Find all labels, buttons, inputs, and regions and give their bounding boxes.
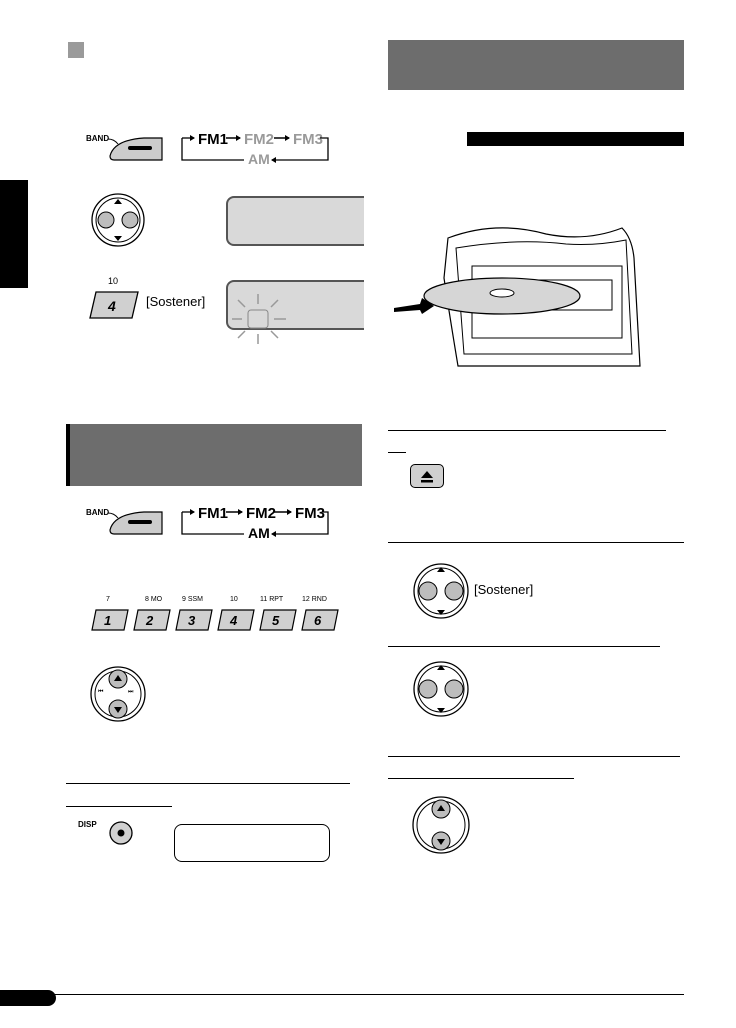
language-side-tab [0,180,28,288]
fm2-label-2: FM2 [246,505,276,522]
page-number-tab [0,990,56,1006]
preset-button-2[interactable] [134,610,170,630]
hold-label-right: [Sostener] [474,582,534,597]
preset-button-5[interactable] [260,610,296,630]
band-diagram-2 [84,500,334,544]
preset-button-row [90,596,340,632]
fm1-label: FM1 [198,131,228,148]
section-header-left [66,424,362,486]
display-box [174,824,330,862]
cd-insert-illustration [386,218,656,370]
divider-line [388,430,666,431]
preset-4-number: 4 [108,298,116,314]
fm3-label-2: FM3 [295,505,325,522]
fm3-label: FM3 [293,131,323,148]
eject-icon [411,465,443,487]
control-dial-1[interactable] [90,192,146,248]
divider-line [66,783,350,784]
subsection-bar [467,132,684,146]
preset-button-1[interactable] [92,610,128,630]
control-dial-3[interactable] [412,562,470,620]
am-label-2: AM [248,525,270,541]
am-label: AM [248,151,270,167]
svg-text:1: 1 [104,613,112,628]
section-marker-square [68,42,84,58]
band-button-label: BAND [86,134,110,143]
svg-text:6: 6 [314,613,322,628]
blinking-indicator [228,292,290,346]
band-button-label-2: BAND [86,508,110,517]
divider-line [66,806,172,807]
preset-button-6[interactable] [302,610,338,630]
fm2-label: FM2 [244,131,274,148]
section-header-right [388,40,684,90]
svg-text:⏮: ⏮ [98,689,104,695]
divider-line [388,756,680,757]
preset-label-4: 10 [230,596,238,603]
preset-label-2: 8 MO [145,596,163,603]
divider-line [388,452,406,453]
svg-text:⏭: ⏭ [128,689,134,695]
divider-line [388,646,660,647]
preset-button-4[interactable] [218,610,254,630]
preset-label-1: 7 [106,596,110,603]
band-diagram-1 [84,126,334,170]
control-dial-2[interactable] [90,664,146,724]
disp-button[interactable] [108,820,134,846]
preset-label-6: 12 RND [302,596,327,603]
preset-button-3[interactable] [176,610,212,630]
disp-label: DISP [78,820,97,829]
preset-4-button[interactable] [88,290,140,320]
hold-label: [Sostener] [146,294,206,309]
preset-label-5: 11 RPT [260,596,284,603]
preset-label-3: 9 SSM [182,596,204,603]
footer-line [0,994,684,995]
svg-text:3: 3 [188,613,196,628]
svg-text:2: 2 [146,613,154,628]
control-dial-5[interactable] [412,794,470,856]
display-lcd-1 [226,196,364,246]
divider-line [388,778,574,779]
svg-text:4: 4 [230,613,238,628]
control-dial-4[interactable] [412,660,470,718]
preset-number-label: 10 [108,276,119,286]
fm1-label-2: FM1 [198,505,228,522]
eject-button[interactable] [410,464,444,488]
svg-text:5: 5 [272,613,280,628]
divider-line [388,542,684,543]
